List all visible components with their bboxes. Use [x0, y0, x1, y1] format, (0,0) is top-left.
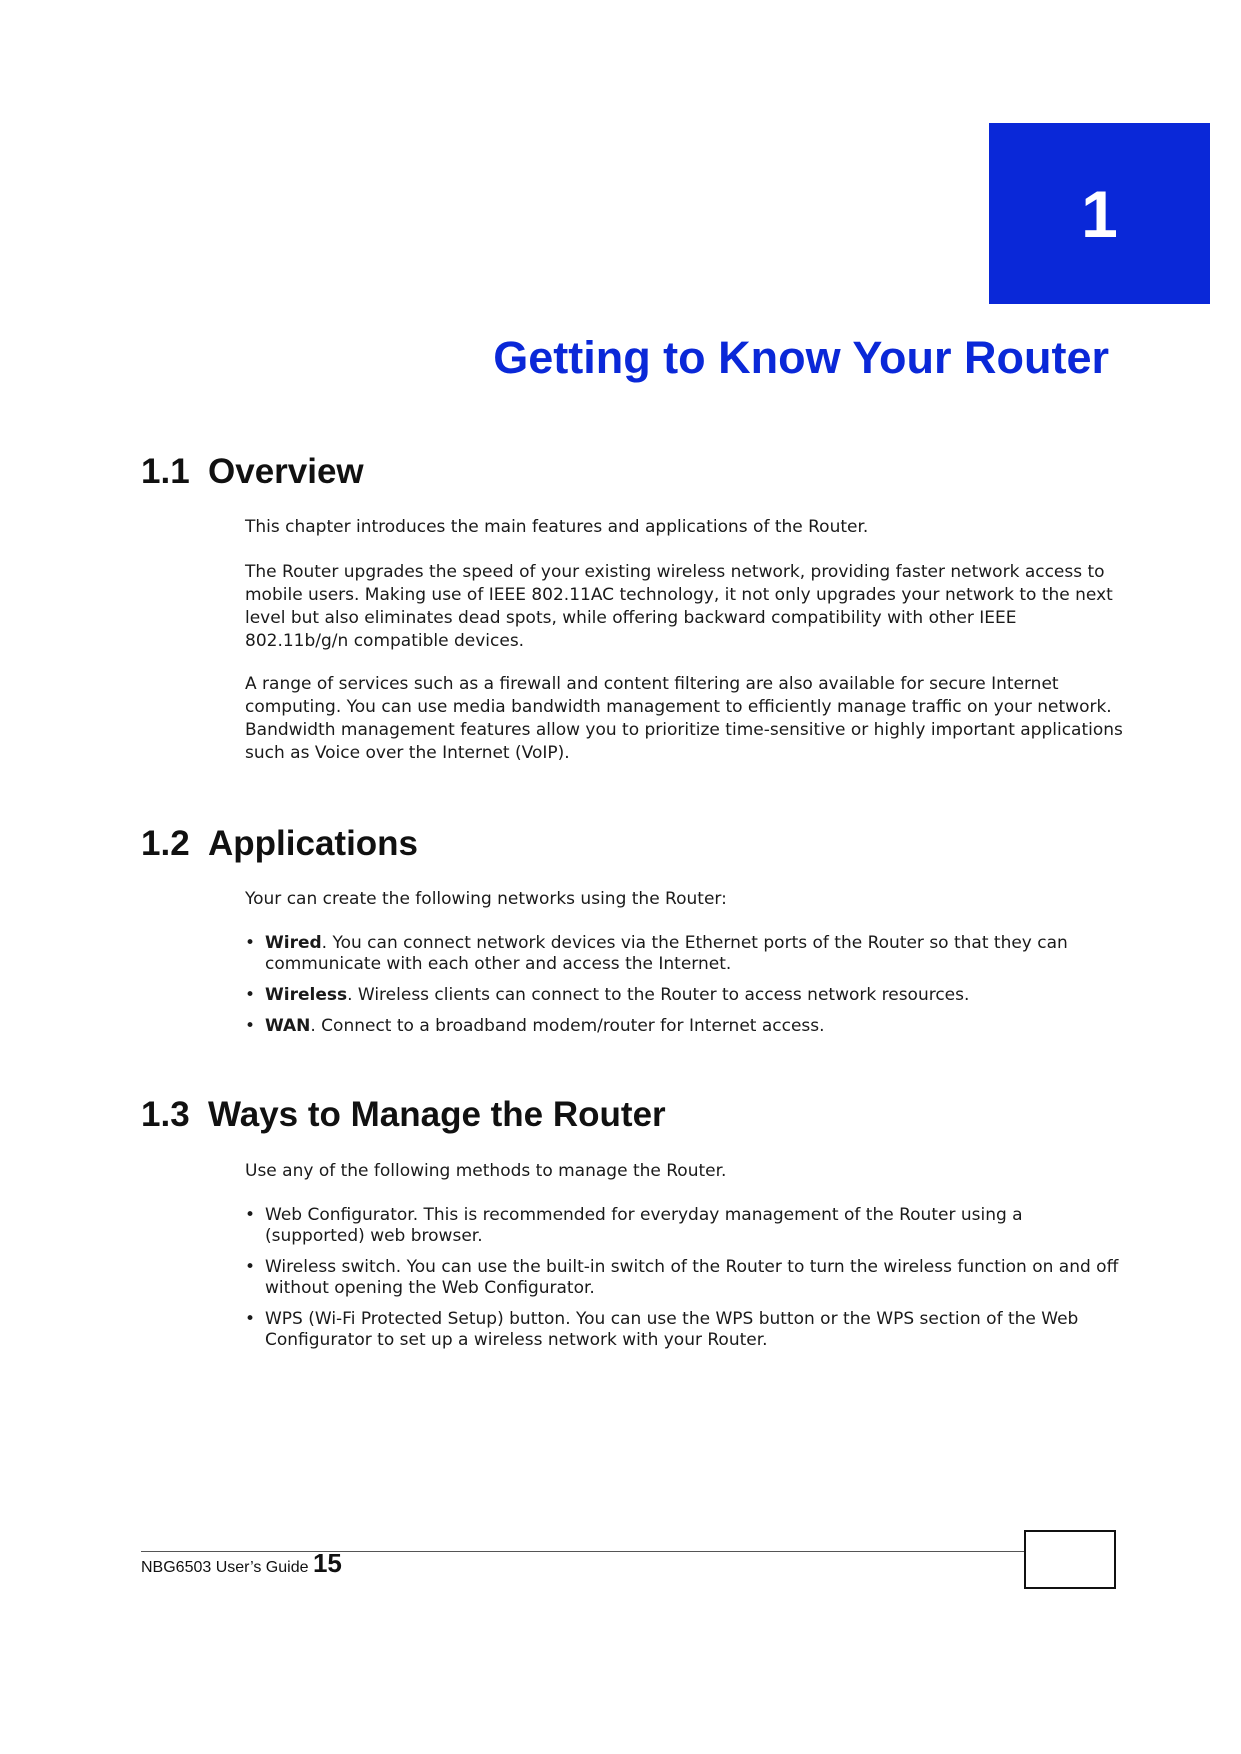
- list-item-text: Wireless switch. You can use the built-in switch of the Router to turn the wireless function on and off without opening the Web Configurator.: [265, 1257, 1119, 1298]
- list-item-term: Wireless: [265, 985, 348, 1005]
- bullet: •: [245, 985, 256, 1005]
- bullet: •: [245, 1309, 256, 1329]
- section-title: Overview: [208, 452, 364, 491]
- section-number: 1.3: [141, 1095, 190, 1134]
- chapter-number-box: [989, 123, 1210, 304]
- section-number: 1.2: [141, 824, 190, 863]
- section-heading-overview: [141, 452, 364, 492]
- section-heading-ways-to-manage: [141, 1095, 666, 1135]
- applications-intro: Your can create the following networks using the Router:: [245, 889, 727, 909]
- overview-paragraph-3: A range of services such as a firewall and content filtering are also available for secure Internet computing. You can use media bandwidth management to efficiently manage traffic on your network. Bandwidth management features allow you to prioritize time-sensitive or highly important applications such as Voice over the Internet (VoIP).: [245, 674, 1123, 763]
- chapter-title: Getting to Know Your Router: [493, 332, 1109, 383]
- list-item-term: WAN: [265, 1016, 311, 1036]
- list-item: [245, 1309, 1125, 1351]
- list-item: [245, 933, 1125, 975]
- list-item-text: WPS (Wi-Fi Protected Setup) button. You can use the WPS button or the WPS section of the Web Configurator to set up a wireless network with your Router.: [265, 1309, 1079, 1350]
- footer-tab-box: [1024, 1530, 1116, 1589]
- list-item-text: . Connect to a broadband modem/router for Internet access.: [310, 1016, 825, 1036]
- list-item: [245, 985, 1125, 1006]
- applications-list: [245, 933, 1125, 1047]
- bullet: •: [245, 1205, 256, 1225]
- overview-paragraph-1: This chapter introduces the main features and applications of the Router.: [245, 517, 869, 537]
- list-item-term: Wired: [265, 933, 322, 953]
- section-number: 1.1: [141, 452, 190, 491]
- bullet: •: [245, 933, 256, 953]
- section-title: Applications: [208, 824, 419, 863]
- bullet: •: [245, 1257, 256, 1277]
- page-number: 15: [312, 1548, 342, 1578]
- bullet: •: [245, 1016, 256, 1036]
- section-title: Ways to Manage the Router: [208, 1095, 666, 1134]
- section-heading-applications: [141, 824, 418, 864]
- manage-methods-list: [245, 1205, 1125, 1361]
- list-item: [245, 1016, 1125, 1037]
- overview-paragraph-2: The Router upgrades the speed of your existing wireless network, providing faster network access to mobile users. Making use of IEEE 802.11AC technology, it not only upgrades your network to the next level but also eliminates dead spots, while offering backward compatibility with other IEEE 802.11b/g/n compatible devices.: [245, 562, 1113, 651]
- list-item: [245, 1257, 1125, 1299]
- list-item-text: . Wireless clients can connect to the Router to access network resources.: [347, 985, 970, 1005]
- list-item-text: Web Configurator. This is recommended for everyday management of the Router using a (supported) web browser.: [265, 1205, 1023, 1246]
- footer: [141, 1548, 342, 1579]
- chapter-number: 1: [1081, 176, 1118, 251]
- list-item-text: . You can connect network devices via the Ethernet ports of the Router so that they can communicate with each other and access the Internet.: [265, 933, 1068, 974]
- list-item: [245, 1205, 1125, 1247]
- footer-guide-name: NBG6503 User’s Guide: [141, 1559, 309, 1576]
- manage-intro: Use any of the following methods to manage the Router.: [245, 1161, 727, 1181]
